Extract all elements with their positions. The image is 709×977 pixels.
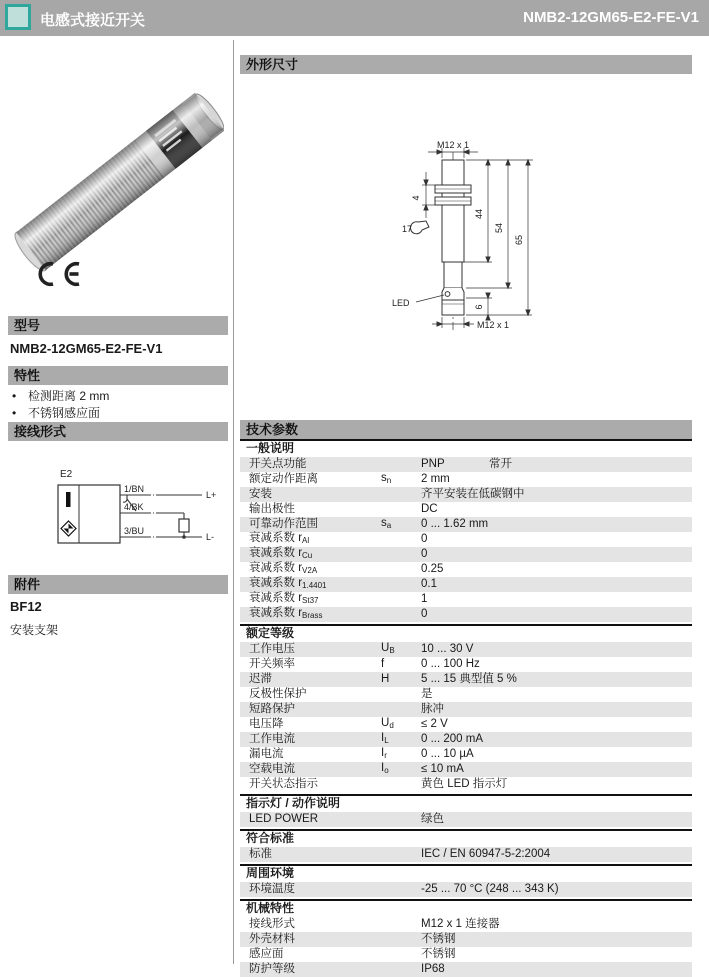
tech-row-value-part: 5 ... 15 典型值 5 % bbox=[421, 673, 517, 685]
section-connection: 接线形式 bbox=[8, 422, 228, 441]
tech-row-label: 衰减系数 $r_{V2A}$ bbox=[249, 562, 318, 575]
tech-row-value-part: IEC / EN 60947-5-2:2004 bbox=[421, 848, 551, 860]
tech-row bbox=[240, 962, 692, 977]
tech-row bbox=[240, 847, 692, 862]
tech-row-symbol: $I_L$ bbox=[381, 732, 389, 745]
tech-row bbox=[240, 917, 692, 932]
tech-row bbox=[240, 457, 692, 472]
tech-row-value bbox=[421, 672, 692, 687]
tech-row-label: 防护等级 bbox=[249, 963, 295, 975]
tech-row-label: 环境温度 bbox=[249, 883, 295, 895]
section-model: 型号 bbox=[8, 316, 228, 335]
tech-row-value bbox=[421, 847, 692, 862]
bullet-icon: • bbox=[12, 389, 17, 403]
tech-row-value bbox=[421, 962, 692, 977]
tech-row bbox=[240, 717, 692, 732]
tech-row bbox=[240, 812, 692, 827]
tech-row-value bbox=[421, 562, 692, 577]
tech-row-label: 外壳材料 bbox=[249, 933, 295, 945]
tech-row bbox=[240, 607, 692, 622]
tech-row-symbol: $s_n$ bbox=[381, 472, 392, 485]
wire-label-bn: 1/BN bbox=[124, 484, 145, 494]
tech-row-value bbox=[421, 517, 692, 532]
tech-row bbox=[240, 882, 692, 897]
tech-row-value bbox=[421, 457, 692, 472]
tech-row-value-part: 绿色 bbox=[421, 813, 444, 825]
tech-row-label: 衰减系数 $r_{Al}$ bbox=[249, 532, 310, 545]
product-photo bbox=[12, 52, 224, 287]
model-number: NMB2-12GM65-E2-FE-V1 bbox=[10, 341, 163, 356]
tech-row-value-part: PNP bbox=[421, 458, 445, 470]
tech-row-label: 迟滞 bbox=[249, 673, 272, 685]
tech-row bbox=[240, 577, 692, 592]
tech-row-value-part: 是 bbox=[421, 688, 433, 700]
tech-row-value-part: 0 bbox=[421, 548, 428, 560]
feature-text: 不锈钢感应面 bbox=[28, 406, 101, 420]
column-divider bbox=[233, 40, 234, 964]
accessory-model: BF12 bbox=[10, 599, 42, 614]
tech-row bbox=[240, 702, 692, 717]
tech-row-value bbox=[421, 547, 692, 562]
tech-row-label: 开关频率 bbox=[249, 658, 295, 670]
dim-6: 6 bbox=[474, 304, 484, 310]
tech-row-value-part: 常开 bbox=[489, 458, 512, 470]
terminal-label-lplus: L+ bbox=[206, 490, 217, 500]
tech-row-value-part: 0 ... 10 µA bbox=[421, 748, 474, 760]
tech-row-value bbox=[421, 947, 692, 962]
tech-table bbox=[240, 437, 692, 977]
wire-label-bk: 4/BK bbox=[124, 502, 144, 512]
tech-row-value bbox=[421, 687, 692, 702]
tech-row-value-part: 0 bbox=[421, 608, 428, 620]
part-number: NMB2-12GM65-E2-FE-V1 bbox=[523, 9, 699, 26]
tech-row-value bbox=[421, 732, 692, 747]
tech-row-value bbox=[421, 532, 692, 547]
page-header bbox=[0, 0, 709, 36]
tech-row-label: 可靠动作范围 bbox=[249, 518, 318, 530]
tech-row-label: 衰减系数 $r_{1.4401}$ bbox=[249, 577, 327, 590]
tech-row bbox=[240, 947, 692, 962]
diagram-label: E2 bbox=[60, 469, 73, 480]
tech-row-label: LED POWER bbox=[249, 813, 319, 825]
tech-row bbox=[240, 657, 692, 672]
tech-row-value-part: ≤ 10 mA bbox=[421, 763, 464, 775]
dim-44: 44 bbox=[474, 208, 484, 220]
tech-row-value-part: 0.1 bbox=[421, 578, 437, 590]
tech-row bbox=[240, 592, 692, 607]
tech-row-value-part: 10 ... 30 V bbox=[421, 643, 474, 655]
tech-row-value bbox=[421, 882, 692, 897]
feature-item bbox=[10, 405, 109, 422]
section-features: 特性 bbox=[8, 366, 228, 385]
tech-group-header: 符合标准 bbox=[240, 829, 692, 847]
tech-row-value-part: 齐平安装在低碳钢中 bbox=[421, 488, 525, 500]
tech-row-value bbox=[421, 577, 692, 592]
tech-row bbox=[240, 762, 692, 777]
tech-row-label: 开关状态指示 bbox=[249, 778, 318, 790]
tech-row-symbol: $U_d$ bbox=[381, 717, 394, 730]
tech-row-value bbox=[421, 642, 692, 657]
tech-row-value bbox=[421, 502, 692, 517]
tech-row-value bbox=[421, 812, 692, 827]
tech-row-value bbox=[421, 917, 692, 932]
tech-row-symbol: $s_a$ bbox=[381, 517, 392, 530]
tech-group-header: 额定等级 bbox=[240, 624, 692, 642]
tech-row bbox=[240, 932, 692, 947]
section-technical-data: 技术参数 bbox=[240, 420, 692, 439]
tech-row-value-part: 黄色 LED 指示灯 bbox=[421, 778, 508, 790]
dimension-drawing bbox=[388, 140, 583, 340]
tech-group-header: 一般说明 bbox=[240, 439, 692, 457]
tech-row bbox=[240, 547, 692, 562]
section-accessories: 附件 bbox=[8, 575, 228, 594]
tech-row-label: 工作电流 bbox=[249, 733, 295, 745]
tech-row bbox=[240, 517, 692, 532]
tech-group-header: 指示灯 / 动作说明 bbox=[240, 794, 692, 812]
tech-row-value bbox=[421, 702, 692, 717]
page-title: 电感式接近开关 bbox=[40, 12, 146, 29]
tech-row-symbol: f bbox=[381, 658, 385, 670]
tech-row-value-part: ≤ 2 V bbox=[421, 718, 448, 730]
tech-row bbox=[240, 777, 692, 792]
dim-65: 65 bbox=[514, 234, 524, 246]
tech-row-value-part: IP68 bbox=[421, 963, 445, 975]
bullet-icon: • bbox=[12, 406, 17, 420]
tech-row-value-part: 0.25 bbox=[421, 563, 444, 575]
tech-row bbox=[240, 502, 692, 517]
feature-text: 检测距离 2 mm bbox=[28, 389, 110, 403]
tech-row-value-part: 0 ... 200 mA bbox=[421, 733, 484, 745]
dim-wrench-size: 17 bbox=[402, 224, 413, 234]
ce-mark-icon bbox=[32, 260, 84, 288]
tech-row-label: 衰减系数 $r_{Cu}$ bbox=[249, 547, 313, 560]
tech-row-value bbox=[421, 747, 692, 762]
tech-row-label: 标准 bbox=[249, 848, 272, 860]
tech-row bbox=[240, 472, 692, 487]
tech-row bbox=[240, 687, 692, 702]
tech-row bbox=[240, 487, 692, 502]
tech-row-label: 安装 bbox=[249, 488, 272, 500]
tech-row-label: 反极性保护 bbox=[249, 688, 307, 700]
feature-list bbox=[10, 388, 109, 422]
tech-row bbox=[240, 747, 692, 762]
tech-row-value-part: 0 bbox=[421, 533, 428, 545]
tech-group-header: 周围环境 bbox=[240, 864, 692, 882]
tech-row-value bbox=[421, 777, 692, 792]
tech-row-symbol: $U_B$ bbox=[381, 642, 395, 655]
dim-thread-bottom: M12 x 1 bbox=[477, 320, 510, 330]
terminal-label-lminus: L- bbox=[206, 532, 215, 542]
tech-row-label: 开关点功能 bbox=[249, 458, 307, 470]
tech-row-symbol: $I_r$ bbox=[381, 747, 387, 760]
tech-row-symbol: $I_o$ bbox=[381, 762, 389, 775]
tech-row-value bbox=[421, 717, 692, 732]
tech-row-value bbox=[421, 657, 692, 672]
dim-54: 54 bbox=[494, 222, 504, 234]
tech-row bbox=[240, 732, 692, 747]
feature-item bbox=[10, 388, 109, 405]
tech-row-value-part: 不锈钢 bbox=[421, 948, 456, 960]
tech-row-value bbox=[421, 592, 692, 607]
dim-thread-top: M12 x 1 bbox=[436, 140, 470, 150]
tech-row-value-part: 0 ... 100 Hz bbox=[421, 658, 480, 670]
tech-row-label: 衰减系数 $r_{St37}$ bbox=[249, 592, 319, 605]
tech-row-value-part: -25 ... 70 °C (248 ... 343 K) bbox=[421, 883, 559, 895]
section-dimensions: 外形尺寸 bbox=[240, 55, 692, 74]
wire-label-bu: 3/BU bbox=[124, 526, 145, 536]
tech-row-value-part: 脉冲 bbox=[421, 703, 444, 715]
tech-row bbox=[240, 562, 692, 577]
tech-row-value-part: 不锈钢 bbox=[421, 933, 456, 945]
accessory-description: 安装支架 bbox=[10, 623, 59, 637]
tech-row-label: 输出极性 bbox=[249, 503, 295, 515]
tech-row-label: 漏电流 bbox=[249, 748, 284, 760]
tech-row-value-part: 0 ... 1.62 mm bbox=[421, 518, 489, 530]
tech-row-label: 感应面 bbox=[249, 948, 284, 960]
tech-row bbox=[240, 642, 692, 657]
tech-row-label: 空载电流 bbox=[249, 763, 295, 775]
tech-row-symbol: H bbox=[381, 673, 390, 685]
tech-row-value-part: DC bbox=[421, 503, 438, 515]
tech-row-label: 额定动作距离 bbox=[249, 473, 318, 485]
tech-row-label: 衰减系数 $r_{Brass}$ bbox=[249, 607, 323, 620]
tech-group-header: 机械特性 bbox=[240, 899, 692, 917]
wiring-diagram bbox=[52, 465, 224, 565]
tech-row-value bbox=[421, 932, 692, 947]
tech-row bbox=[240, 532, 692, 547]
tech-row-value-part: 2 mm bbox=[421, 473, 450, 485]
tech-row-label: 工作电压 bbox=[249, 643, 295, 655]
led-label: LED bbox=[392, 298, 410, 308]
tech-row-value-part: 1 bbox=[421, 593, 428, 605]
tech-row bbox=[240, 672, 692, 687]
tech-row-value bbox=[421, 472, 692, 487]
tech-row-value-part: M12 x 1 连接器 bbox=[421, 918, 500, 930]
tech-row-value bbox=[421, 487, 692, 502]
tech-row-label: 接线形式 bbox=[249, 918, 295, 930]
tech-row-value bbox=[421, 607, 692, 622]
dim-nut-height: 4 bbox=[411, 195, 421, 201]
tech-row-label: 短路保护 bbox=[249, 703, 295, 715]
tech-row-label: 电压降 bbox=[249, 718, 284, 730]
product-family-icon bbox=[5, 4, 31, 30]
tech-row-value bbox=[421, 762, 692, 777]
